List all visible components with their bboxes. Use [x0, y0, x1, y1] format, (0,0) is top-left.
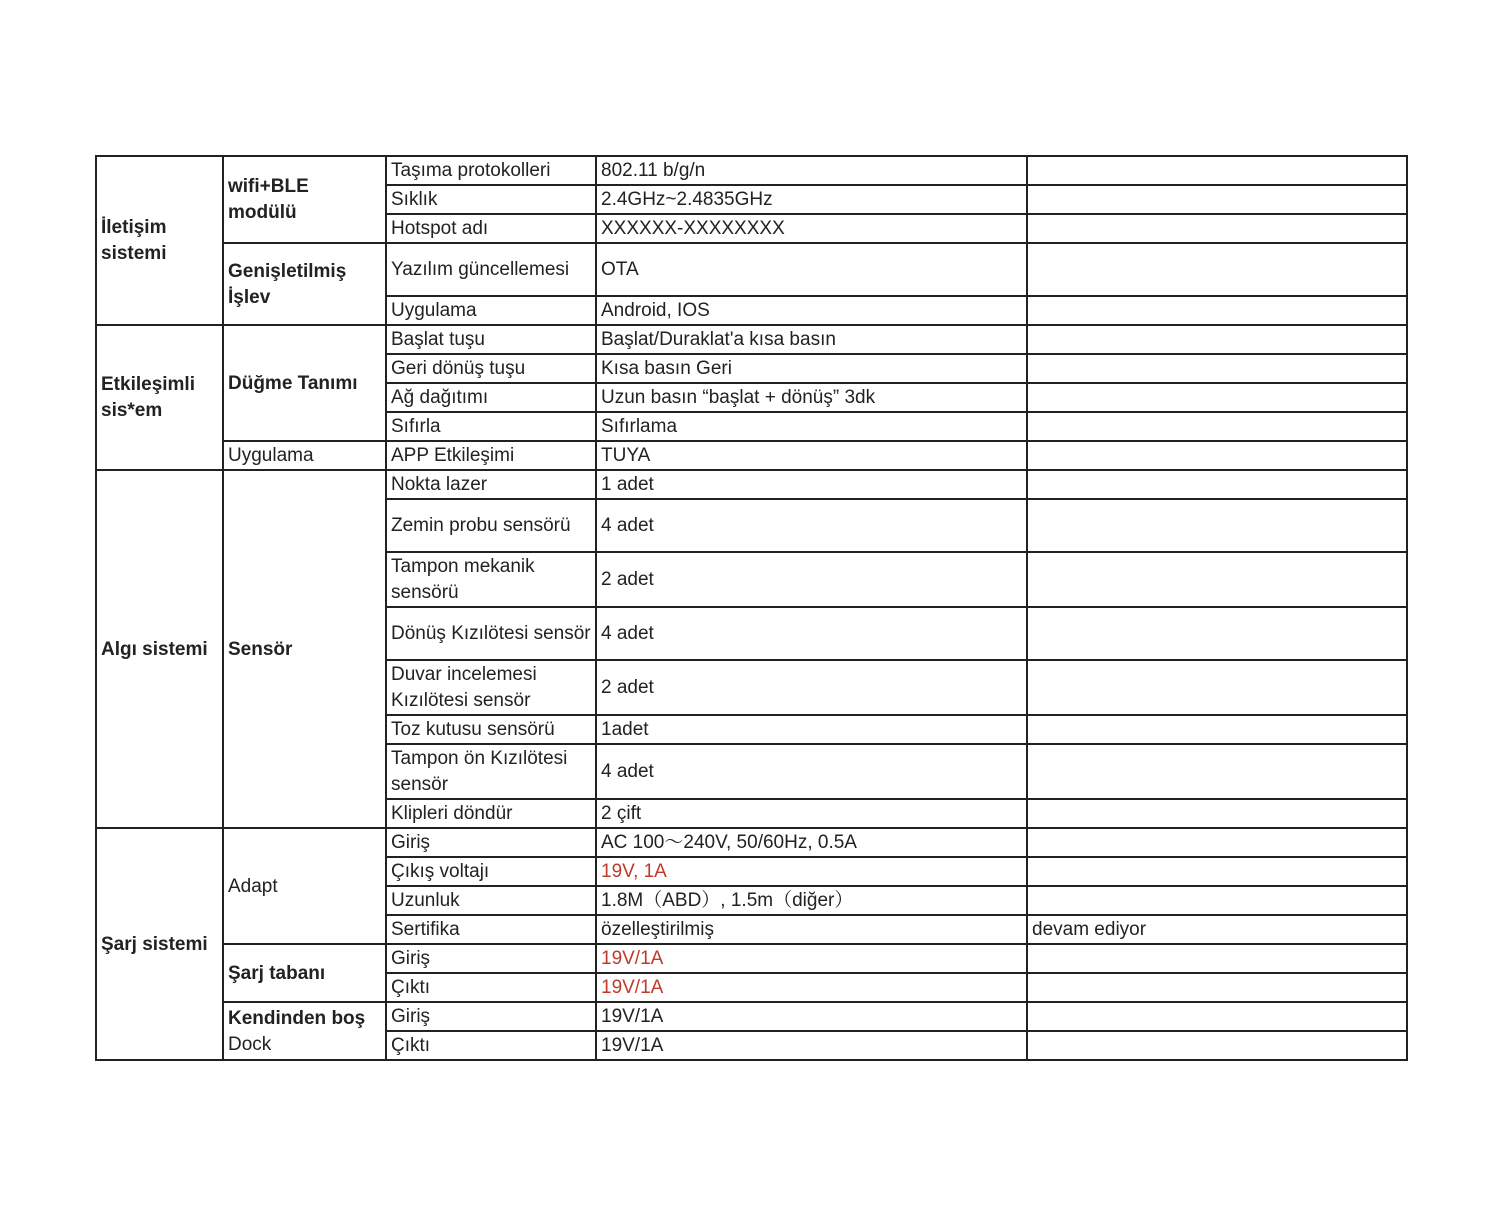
item-cell: Tampon mekanik sensörü	[386, 552, 596, 607]
value-cell: 1 adet	[596, 470, 1027, 499]
item-cell: Başlat tuşu	[386, 325, 596, 354]
note-cell	[1027, 354, 1407, 383]
value-cell: 19V/1A	[596, 1002, 1027, 1031]
value-cell: 802.11 b/g/n	[596, 156, 1027, 185]
note-cell	[1027, 499, 1407, 552]
note-cell	[1027, 383, 1407, 412]
value-cell: 19V/1A	[596, 944, 1027, 973]
item-cell: Sertifika	[386, 915, 596, 944]
module-cell-wifi: wifi+BLE modülü	[223, 156, 386, 243]
note-cell	[1027, 1002, 1407, 1031]
table-row	[96, 470, 1407, 499]
value-cell: 1adet	[596, 715, 1027, 744]
note-cell	[1027, 185, 1407, 214]
value-cell: 19V/1A	[596, 1031, 1027, 1060]
item-cell: Taşıma protokolleri	[386, 156, 596, 185]
value-cell: özelleştirilmiş	[596, 915, 1027, 944]
dock-label-bold: Kendinden boş	[228, 1007, 366, 1029]
item-cell: Sıfırla	[386, 412, 596, 441]
item-cell: Yazılım güncellemesi	[386, 243, 596, 296]
module-cell-adapt: Adapt	[223, 828, 386, 944]
system-cell-algi: Algı sistemi	[96, 470, 223, 828]
note-cell	[1027, 973, 1407, 1002]
item-cell: Geri dönüş tuşu	[386, 354, 596, 383]
item-cell: Çıktı	[386, 973, 596, 1002]
note-cell	[1027, 944, 1407, 973]
note-cell	[1027, 156, 1407, 185]
item-cell: Çıkış voltajı	[386, 857, 596, 886]
note-cell	[1027, 886, 1407, 915]
module-cell-app: Uygulama	[223, 441, 386, 470]
item-cell: Klipleri döndür	[386, 799, 596, 828]
value-cell: Android, IOS	[596, 296, 1027, 325]
system-cell-iletisim: İletişim sistemi	[96, 156, 223, 325]
note-cell	[1027, 325, 1407, 354]
value-cell: 2 adet	[596, 660, 1027, 715]
value-cell: 4 adet	[596, 499, 1027, 552]
item-cell: Çıktı	[386, 1031, 596, 1060]
item-cell: Tampon ön Kızılötesi sensör	[386, 744, 596, 799]
item-cell: Ağ dağıtımı	[386, 383, 596, 412]
value-cell: 2 çift	[596, 799, 1027, 828]
item-cell: Uygulama	[386, 296, 596, 325]
table-row	[96, 325, 1407, 354]
value-cell: 4 adet	[596, 744, 1027, 799]
table-row	[96, 156, 1407, 185]
table-row	[96, 243, 1407, 296]
system-cell-etkilesim: Etkileşimli sis*em	[96, 325, 223, 470]
module-cell-buttons: Düğme Tanımı	[223, 325, 386, 441]
item-cell: Toz kutusu sensörü	[386, 715, 596, 744]
item-cell: Giriş	[386, 1002, 596, 1031]
value-cell: 2 adet	[596, 552, 1027, 607]
item-cell: Duvar incelemesi Kızılötesi sensör	[386, 660, 596, 715]
table-row	[96, 441, 1407, 470]
value-cell: Sıfırlama	[596, 412, 1027, 441]
note-cell	[1027, 441, 1407, 470]
module-cell-dock	[223, 1002, 386, 1060]
value-cell: Başlat/Duraklat'a kısa basın	[596, 325, 1027, 354]
note-cell	[1027, 828, 1407, 857]
note-cell: devam ediyor	[1027, 915, 1407, 944]
item-cell: Uzunluk	[386, 886, 596, 915]
item-cell: APP Etkileşimi	[386, 441, 596, 470]
table-row	[96, 944, 1407, 973]
module-cell-extended: Genişletilmiş İşlev	[223, 243, 386, 325]
value-cell: OTA	[596, 243, 1027, 296]
value-cell: 19V/1A	[596, 973, 1027, 1002]
item-cell: Zemin probu sensörü	[386, 499, 596, 552]
item-cell: Giriş	[386, 944, 596, 973]
item-cell: Dönüş Kızılötesi sensör	[386, 607, 596, 660]
note-cell	[1027, 715, 1407, 744]
note-cell	[1027, 857, 1407, 886]
value-cell: 4 adet	[596, 607, 1027, 660]
value-cell: 1.8M（ABD）, 1.5m（diğer）	[596, 886, 1027, 915]
item-cell: Sıklık	[386, 185, 596, 214]
note-cell	[1027, 552, 1407, 607]
item-cell: Giriş	[386, 828, 596, 857]
note-cell	[1027, 799, 1407, 828]
note-cell	[1027, 412, 1407, 441]
table-row	[96, 1002, 1407, 1031]
note-cell	[1027, 660, 1407, 715]
item-cell: Hotspot adı	[386, 214, 596, 243]
value-cell: Kısa basın Geri	[596, 354, 1027, 383]
note-cell	[1027, 607, 1407, 660]
value-cell: AC 100〜240V, 50/60Hz, 0.5A	[596, 828, 1027, 857]
module-cell-charging-base: Şarj tabanı	[223, 944, 386, 1002]
note-cell	[1027, 744, 1407, 799]
value-cell: 19V, 1A	[596, 857, 1027, 886]
value-cell: XXXXXX-XXXXXXXX	[596, 214, 1027, 243]
note-cell	[1027, 470, 1407, 499]
system-cell-sarj: Şarj sistemi	[96, 828, 223, 1060]
dock-label-plain: Dock	[228, 1033, 272, 1055]
table-row	[96, 828, 1407, 857]
note-cell	[1027, 296, 1407, 325]
note-cell	[1027, 1031, 1407, 1060]
module-cell-sensor: Sensör	[223, 470, 386, 828]
value-cell: TUYA	[596, 441, 1027, 470]
note-cell	[1027, 214, 1407, 243]
item-cell: Nokta lazer	[386, 470, 596, 499]
note-cell	[1027, 243, 1407, 296]
value-cell: Uzun basın “başlat + dönüş” 3dk	[596, 383, 1027, 412]
value-cell: 2.4GHz~2.4835GHz	[596, 185, 1027, 214]
spec-table	[95, 155, 1408, 1061]
